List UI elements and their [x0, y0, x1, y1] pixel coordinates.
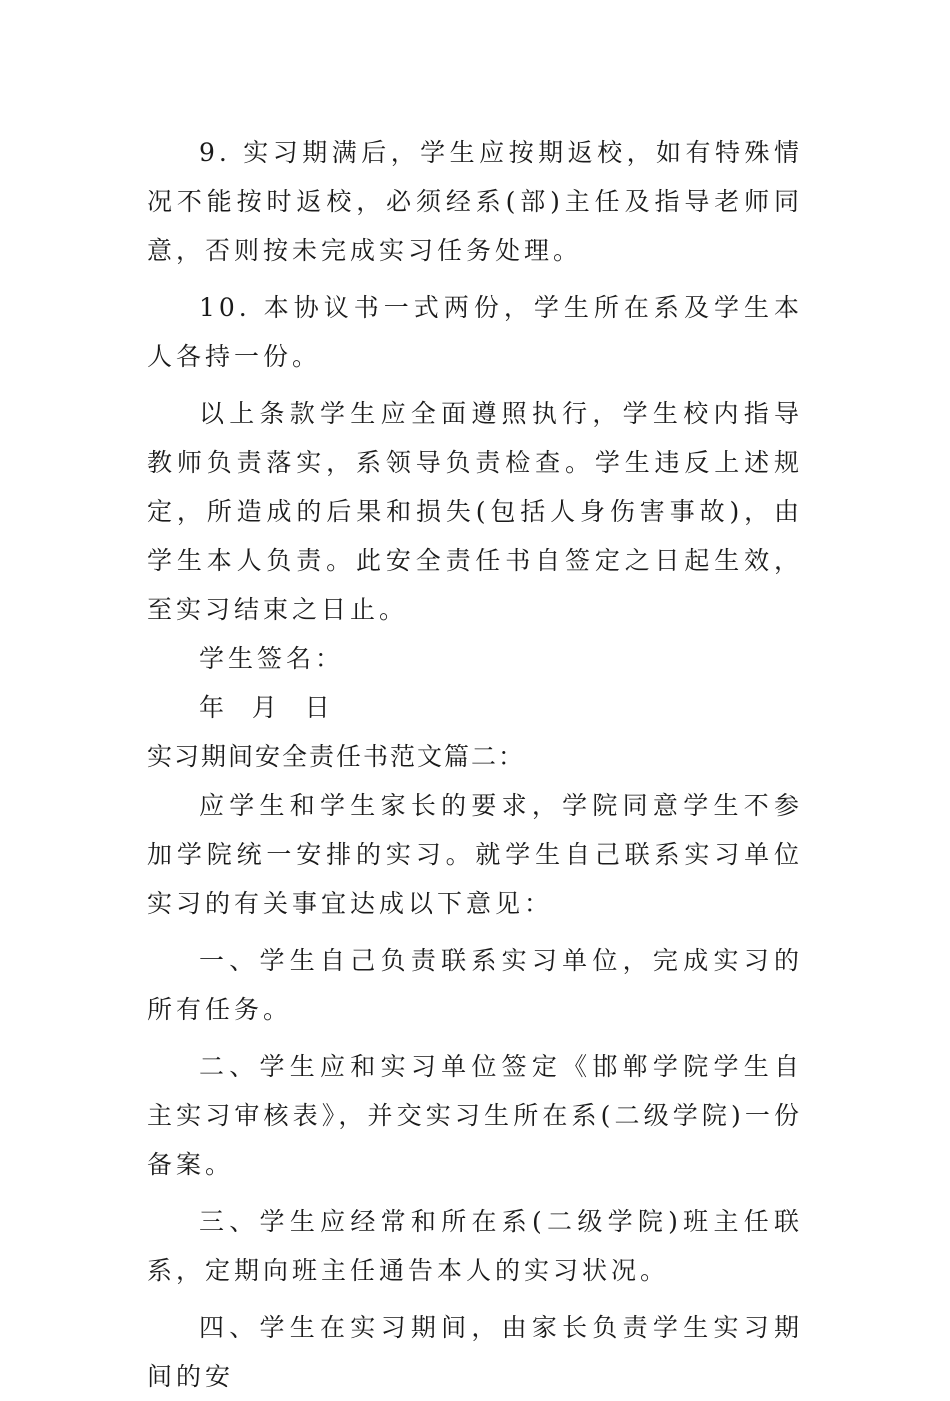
- document-page: [147, 128, 803, 1401]
- signature-line: 学生签名：: [199, 644, 345, 673]
- list-item-2: 二、学生应和实习单位签定《邯郸学院学生自主实习审核表》，并交实习生所在系(二级学院)一份备案。: [147, 1052, 803, 1179]
- intro-paragraph-2: 应学生和学生家长的要求，学院同意学生不参加学院统一安排的实习。就学生自己联系实习单位实习的有关事宜达成以下意见：: [147, 791, 803, 918]
- section-heading-2: 实习期间安全责任书范文篇二：: [147, 742, 526, 771]
- paragraph-summary: 以上条款学生应全面遵照执行，学生校内指导教师负责落实，系领导负责检查。学生违反上述规定，所造成的后果和损失(包括人身伤害事故)，由学生本人负责。此安全责任书自签定之日起生效，至实习结束之日止。: [147, 399, 803, 624]
- paragraph-10: 10. 本协议书一式两份，学生所在系及学生本人各持一份。: [147, 293, 803, 371]
- date-line: 年 月 日: [199, 693, 334, 722]
- list-item-4: 四、学生在实习期间，由家长负责学生实习期间的安: [147, 1313, 803, 1391]
- list-item-1: 一、学生自己负责联系实习单位，完成实习的所有任务。: [147, 946, 803, 1024]
- list-item-3: 三、学生应经常和所在系(二级学院)班主任联系，定期向班主任通告本人的实习状况。: [147, 1207, 803, 1285]
- paragraph-9: 9. 实习期满后，学生应按期返校，如有特殊情况不能按时返校，必须经系(部)主任及指导老师同意，否则按未完成实习任务处理。: [147, 138, 803, 265]
